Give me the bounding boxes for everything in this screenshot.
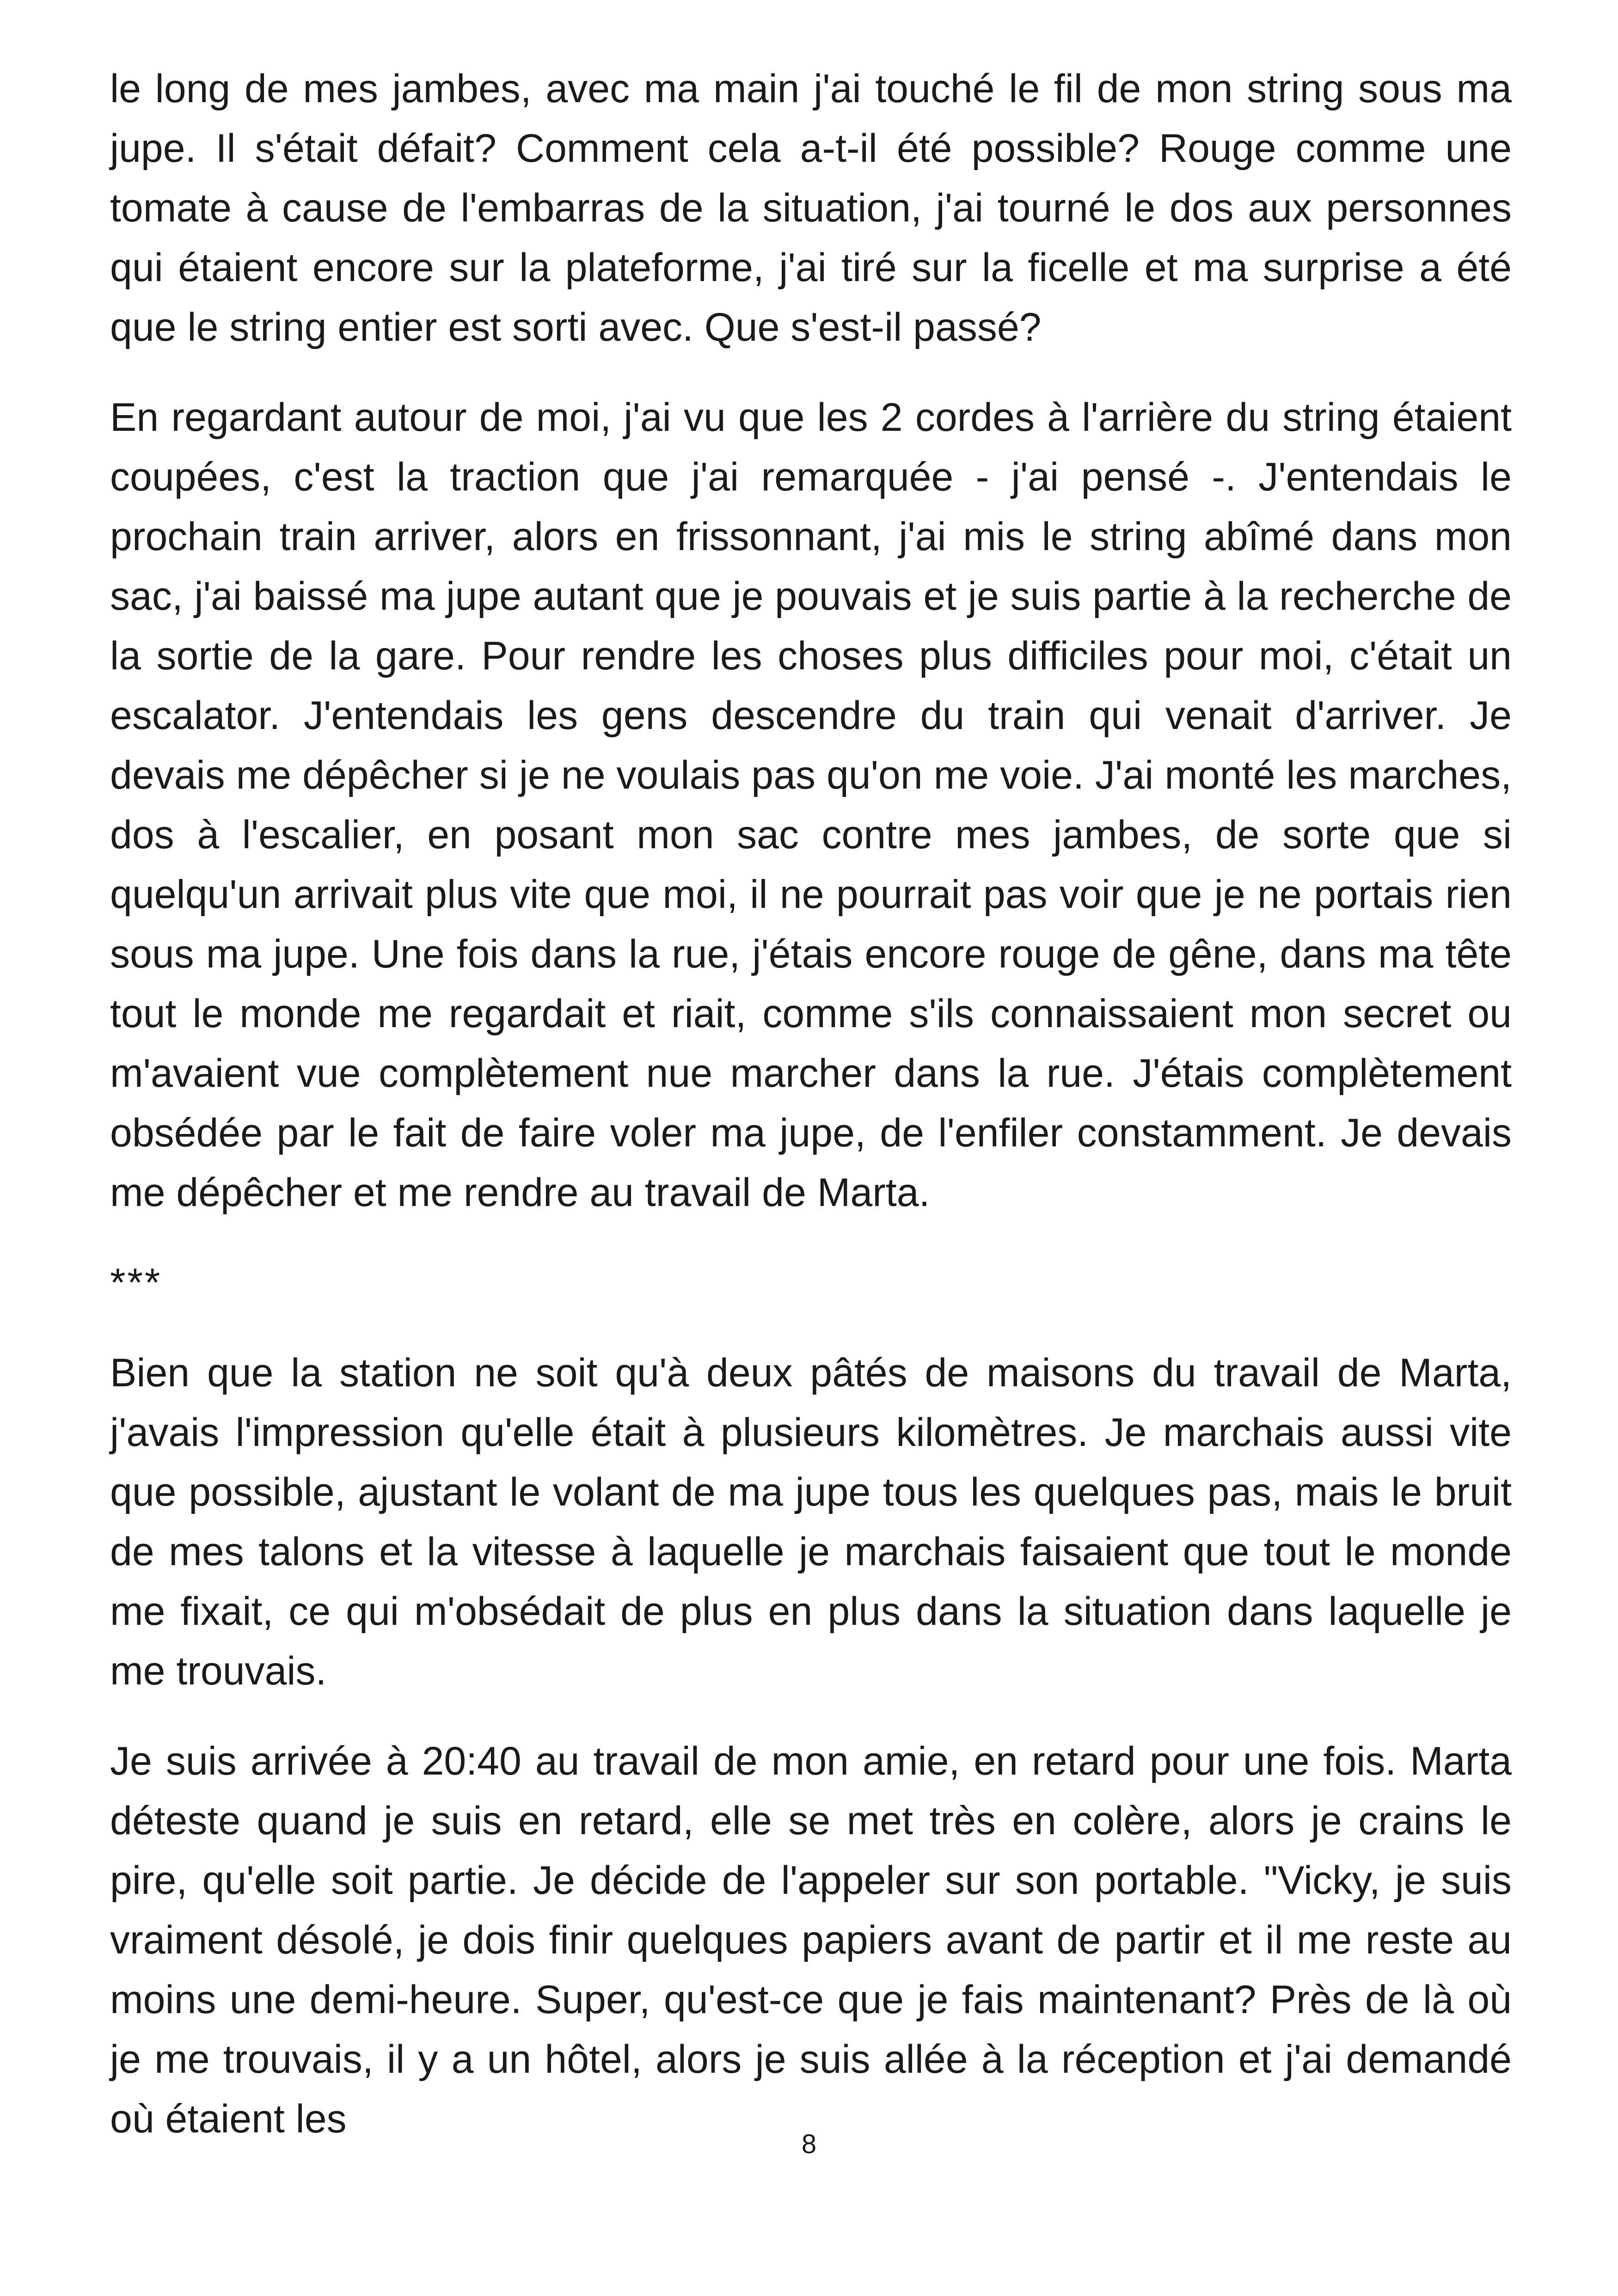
paragraph-2: En regardant autour de moi, j'ai vu que les 2 cordes à l'arrière du string étaient coupées, c'est la traction que j'ai remarquée - j'ai pensé -. J'entendais le prochain train arriver, alors en frissonnant, j'ai mis le string abîmé dans mon sac, j'ai baissé ma jupe autant que je pouvais et je suis partie à la recherche de la sortie de la gare. Pour rendre les choses plus difficiles pour moi, c'était un escalator. J'entendais les gens descendre du train qui venait d'arriver. Je devais me dépêcher si je ne voulais pas qu'on me voie. J'ai monté les marches, dos à l'escalier, en posant mon sac contre mes jambes, de sorte que si quelqu'un arrivait plus vite que moi, il ne pourrait pas voir que je ne portais rien sous ma jupe. Une fois dans la rue, j'étais encore rouge de gêne, dans ma tête tout le monde me regardait et riait, comme s'ils connaissaient mon secret ou m'avaient vue complètement nue marcher dans la rue. J'étais complètement obsédée par le fait de faire voler ma jupe, de l'enfiler constamment. Je devais me dépêcher et me rendre au travail de Marta. [110,395,1512,1215]
paragraph-1: le long de mes jambes, avec ma main j'ai touché le fil de mon string sous ma jupe. Il s'était défait? Comment cela a-t-il été possible? Rouge comme une tomate à cause de l'embarras de la situation, j'ai tourné le dos aux personnes qui étaient encore sur la plateforme, j'ai tiré sur la ficelle et ma surprise a été que le string entier est sorti avec. Que s'est-il passé? [110,67,1512,349]
paragraph-4: Je suis arrivée à 20:40 au travail de mon amie, en retard pour une fois. Marta déteste quand je suis en retard, elle se met très en colère, alors je crains le pire, qu'elle soit partie. Je décide de l'appeler sur son portable. "Vicky, je suis vraiment désolé, je dois finir quelques papiers avant de partir et il me reste au moins une demi-heure. Super, qu'est-ce que je fais maintenant? Près de là où je me trouvais, il y a un hôtel, alors je suis allée à la réception et j'ai demandé où étaient les [110,1739,1512,2141]
document-body [110,59,1512,2180]
page-number: 8 [801,2129,817,2159]
paragraph-3: Bien que la station ne soit qu'à deux pâtés de maisons du travail de Marta, j'avais l'impression qu'elle était à plusieurs kilomètres. Je marchais aussi vite que possible, ajustant le volant de ma jupe tous les quelques pas, mais le bruit de mes talons et la vitesse à laquelle je marchais faisaient que tout le monde me fixait, ce qui m'obsédait de plus en plus dans la situation dans laquelle je me trouvais. [110,1351,1512,1693]
section-separator: *** [110,1261,162,1305]
